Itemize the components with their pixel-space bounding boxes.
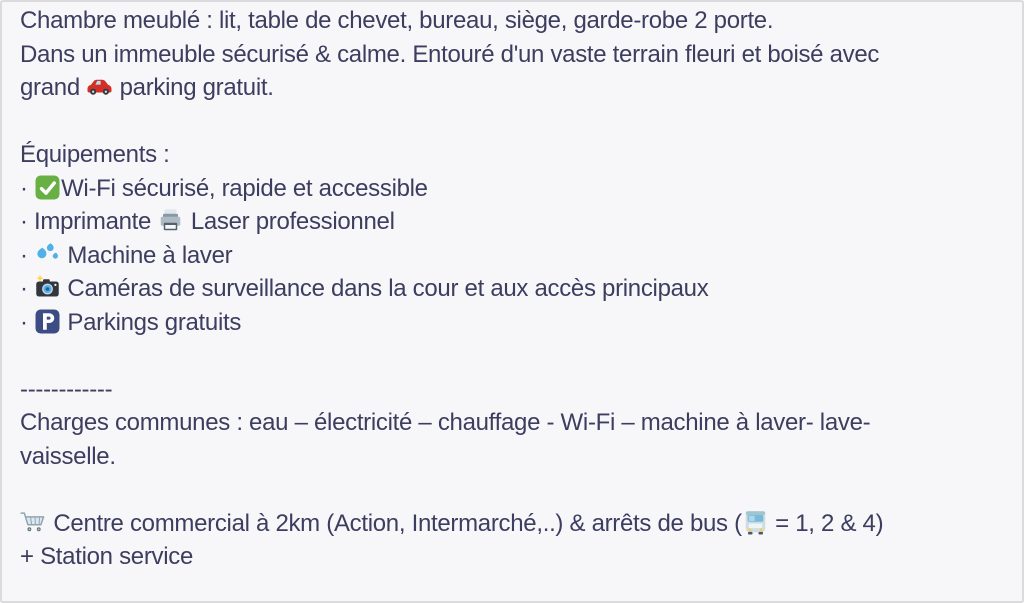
text-run: · — [20, 241, 35, 269]
text-run: Wi-Fi sécurisé, rapide et accessible — [61, 174, 428, 202]
bus-icon — [742, 509, 769, 536]
text-line — [20, 138, 1006, 172]
text-run: · — [20, 174, 35, 202]
text-line — [20, 205, 1006, 239]
blank-line — [20, 339, 1006, 373]
text-run: Parkings gratuits — [61, 308, 242, 336]
shopping-cart-icon — [20, 509, 47, 536]
text-run: vaisselle. — [20, 442, 116, 470]
printer-icon — [157, 207, 184, 234]
document-lines — [20, 4, 1006, 574]
text-run: Équipements : — [20, 141, 170, 168]
blank-line — [20, 473, 1006, 507]
text-line — [20, 38, 1006, 72]
text-line — [20, 373, 1006, 407]
blank-line — [20, 105, 1006, 139]
text-run: Laser professionnel — [184, 208, 395, 235]
text-run: = 1, 2 & 4) — [768, 509, 884, 537]
text-run: ------------ — [20, 375, 113, 403]
check-mark-icon — [34, 174, 61, 201]
text-run: Charges communes : eau – électricité – chauffage - Wi-Fi – machine à laver- lave- — [20, 409, 871, 436]
text-run: · — [20, 308, 35, 336]
text-run: Centre commercial à 2km (Action, Intermarché,..) & arrêts de bus ( — [47, 509, 742, 537]
text-line — [20, 239, 1006, 273]
text-run: · Imprimante — [20, 208, 158, 235]
parking-sign-icon — [34, 308, 61, 335]
text-run: parking gratuit. — [113, 74, 274, 101]
text-run: + Station service — [20, 543, 193, 570]
text-run: grand — [20, 74, 87, 101]
water-drops-icon — [34, 241, 61, 268]
text-line — [20, 507, 1006, 541]
text-run: Chambre meublé : lit, table de chevet, bureau, siège, garde-robe 2 porte. — [20, 7, 774, 34]
text-run: Machine à laver — [61, 241, 233, 269]
text-line — [20, 172, 1006, 206]
text-line — [20, 540, 1006, 574]
text-line — [20, 440, 1006, 474]
text-run: Caméras de surveillance dans la cour et aux accès principaux — [61, 275, 709, 302]
camera-flash-icon — [34, 274, 61, 301]
red-car-icon — [86, 73, 113, 100]
text-line — [20, 306, 1006, 340]
text-run: Dans un immeuble sécurisé & calme. Entouré d'un vaste terrain fleuri et boisé avec — [20, 40, 880, 68]
text-line — [20, 4, 1006, 38]
text-line — [20, 272, 1006, 306]
text-run: · — [20, 275, 35, 302]
text-line — [20, 406, 1006, 440]
text-line — [20, 71, 1006, 105]
